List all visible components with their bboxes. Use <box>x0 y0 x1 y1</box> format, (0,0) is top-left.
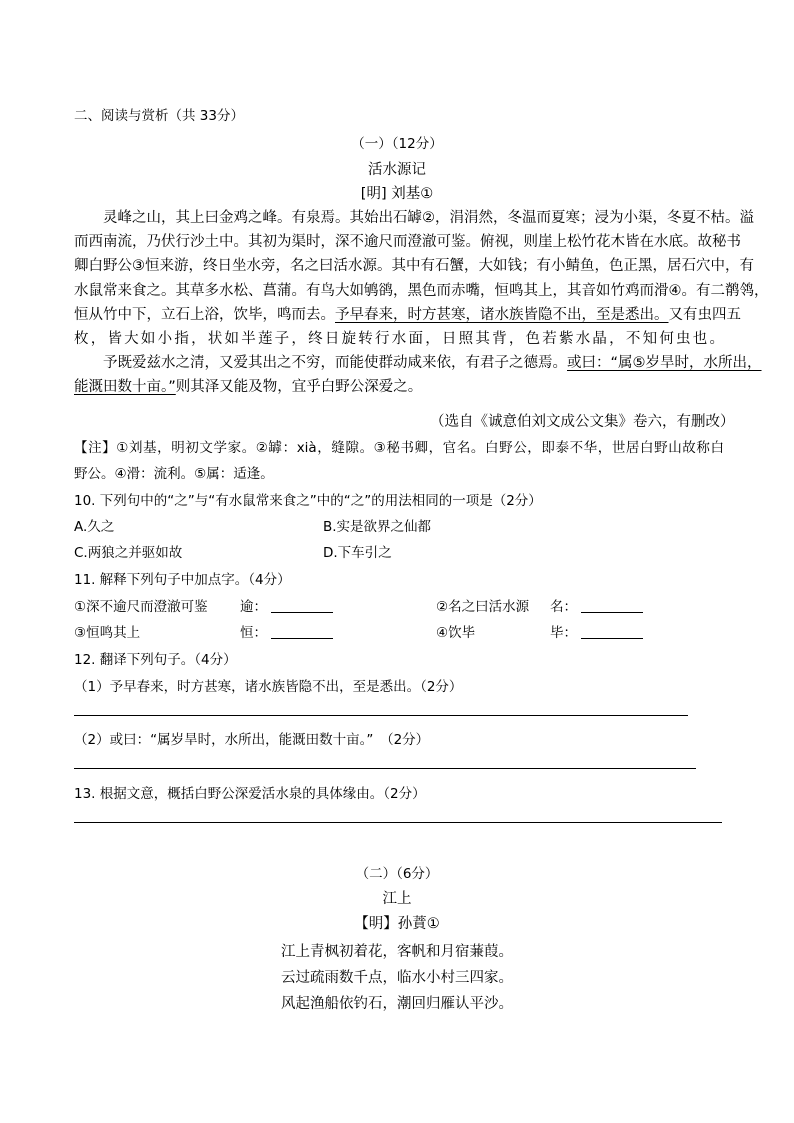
poem-line: 云过疏雨数千点，临水小村三四家。 <box>281 970 513 986</box>
q11-sentence: ①深不逾尺而澄澈可鉴 <box>74 599 208 615</box>
q12-sub2: （2）或曰：“属岁旱时，水所出，能溉田数十亩。” （2分） <box>74 732 430 748</box>
option-b: B.实是欲界之仙都 <box>323 519 432 535</box>
q11-answer: 恒： <box>240 621 333 641</box>
part2-header: （二）（6分） <box>355 866 439 882</box>
answer-line[interactable] <box>74 768 696 769</box>
note-line: 【注】①刘基，明初文学家。②罅：xià，缝隙。③秘书卿，官名。白野公，即泰不华，世居白野山故称白 <box>74 440 724 456</box>
poem-line: 江上青枫初着花，客帆和月宿蒹葭。 <box>281 944 513 960</box>
passage-line: 水鼠常来食之。其草多水松、菖蒲。有鸟大如鸲鹆，黑色而赤嘴，恒鸣其上，其音如竹鸡而滑④。有二鹡鸰， <box>74 282 769 299</box>
q11-sentence: ②名之曰活水源 <box>436 599 530 615</box>
question-11-stem: 11. 解释下列句子中加点字。（4分） <box>74 572 291 588</box>
passage-line: 而西南流，乃伏行沙土中。其初为渠时，深不逾尺而澄澈可鉴。俯视，则崖上松竹花木皆在水底。故秘书 <box>74 234 741 251</box>
passage-author: [明] 刘基① <box>360 186 434 202</box>
q11-answer: 名： <box>550 595 643 615</box>
passage-body <box>74 206 769 400</box>
q11-sentence: ③恒鸣其上 <box>74 625 141 641</box>
answer-blank[interactable] <box>581 624 643 639</box>
poem-author: 【明】孙蕡① <box>354 916 440 932</box>
question-10-stem: 10. 下列句中的“之”与“有水鼠常来食之”中的“之”的用法相同的一项是（2分） <box>74 493 542 509</box>
note-line: 野公。④滑：流利。⑤属：适逢。 <box>74 466 274 482</box>
question-12-stem: 12. 翻译下列句子。（4分） <box>74 652 237 668</box>
source-citation: （选自《诚意伯刘文成公文集》卷六，有删改） <box>430 414 735 430</box>
passage-title: 活水源记 <box>368 162 426 178</box>
passage-line: 卿白野公③恒来游，终日坐水旁，名之曰活水源。其中有石蟹，大如钱；有小鲭鱼，色正黑，居石穴中，有 <box>74 258 754 275</box>
poem-line: 风起渔船依钓石，潮回归雁认平沙。 <box>281 996 513 1012</box>
part1-header: （一）（12分） <box>351 136 443 152</box>
option-c: C.两狼之并驱如故 <box>74 545 183 561</box>
question-13-stem: 13. 根据文意，概括白野公深爱活水泉的具体缘由。（2分） <box>74 786 426 802</box>
answer-line[interactable] <box>74 822 722 823</box>
q12-sub1: （1）予早春来，时方甚寒，诸水族皆隐不出，至是悉出。（2分） <box>74 679 463 695</box>
q11-sentence: ④饮毕 <box>436 625 476 641</box>
underlined-sentence: 予早春来，时方甚寒，诸水族皆隐不出，至是悉出。 <box>335 306 669 323</box>
option-d: D.下车引之 <box>323 545 392 561</box>
answer-blank[interactable] <box>271 624 333 639</box>
option-a: A.久之 <box>74 519 115 535</box>
poem-title: 江上 <box>382 891 412 907</box>
passage-line: 能溉田数十亩。”则其泽又能及物，宜乎白野公深爱之。 <box>74 379 423 396</box>
answer-line[interactable] <box>74 715 688 716</box>
passage-line: 恒从竹中下，立石上浴，饮毕，鸣而去。予早春来，时方甚寒，诸水族皆隐不出，至是悉出。又有虫四五 <box>74 306 741 323</box>
answer-blank[interactable] <box>581 598 643 613</box>
answer-blank[interactable] <box>271 598 333 613</box>
passage-line: 枚，皆大如小指，状如半莲子，终日旋转行水面，日照其背，色若紫水晶，不知何虫也。 <box>74 330 724 347</box>
underlined-sentence: 或曰：“属⑤岁旱时，水所出， <box>567 355 762 372</box>
q11-answer: 逾： <box>240 595 333 615</box>
q11-answer: 毕： <box>550 621 643 641</box>
passage-line: 灵峰之山，其上曰金鸡之峰。有泉焉。其始出石罅②，涓涓然，冬温而夏寒；浸为小渠，冬夏不枯。溢 <box>74 210 754 226</box>
passage-line: 予既爱兹水之清，又爱其出之不穷，而能使群动咸来依，有君子之德焉。或曰：“属⑤岁旱时，水所出， <box>74 355 762 372</box>
section-heading: 二、阅读与赏析（共 33分） <box>74 108 244 124</box>
underlined-sentence: 能溉田数十亩。” <box>74 379 176 396</box>
